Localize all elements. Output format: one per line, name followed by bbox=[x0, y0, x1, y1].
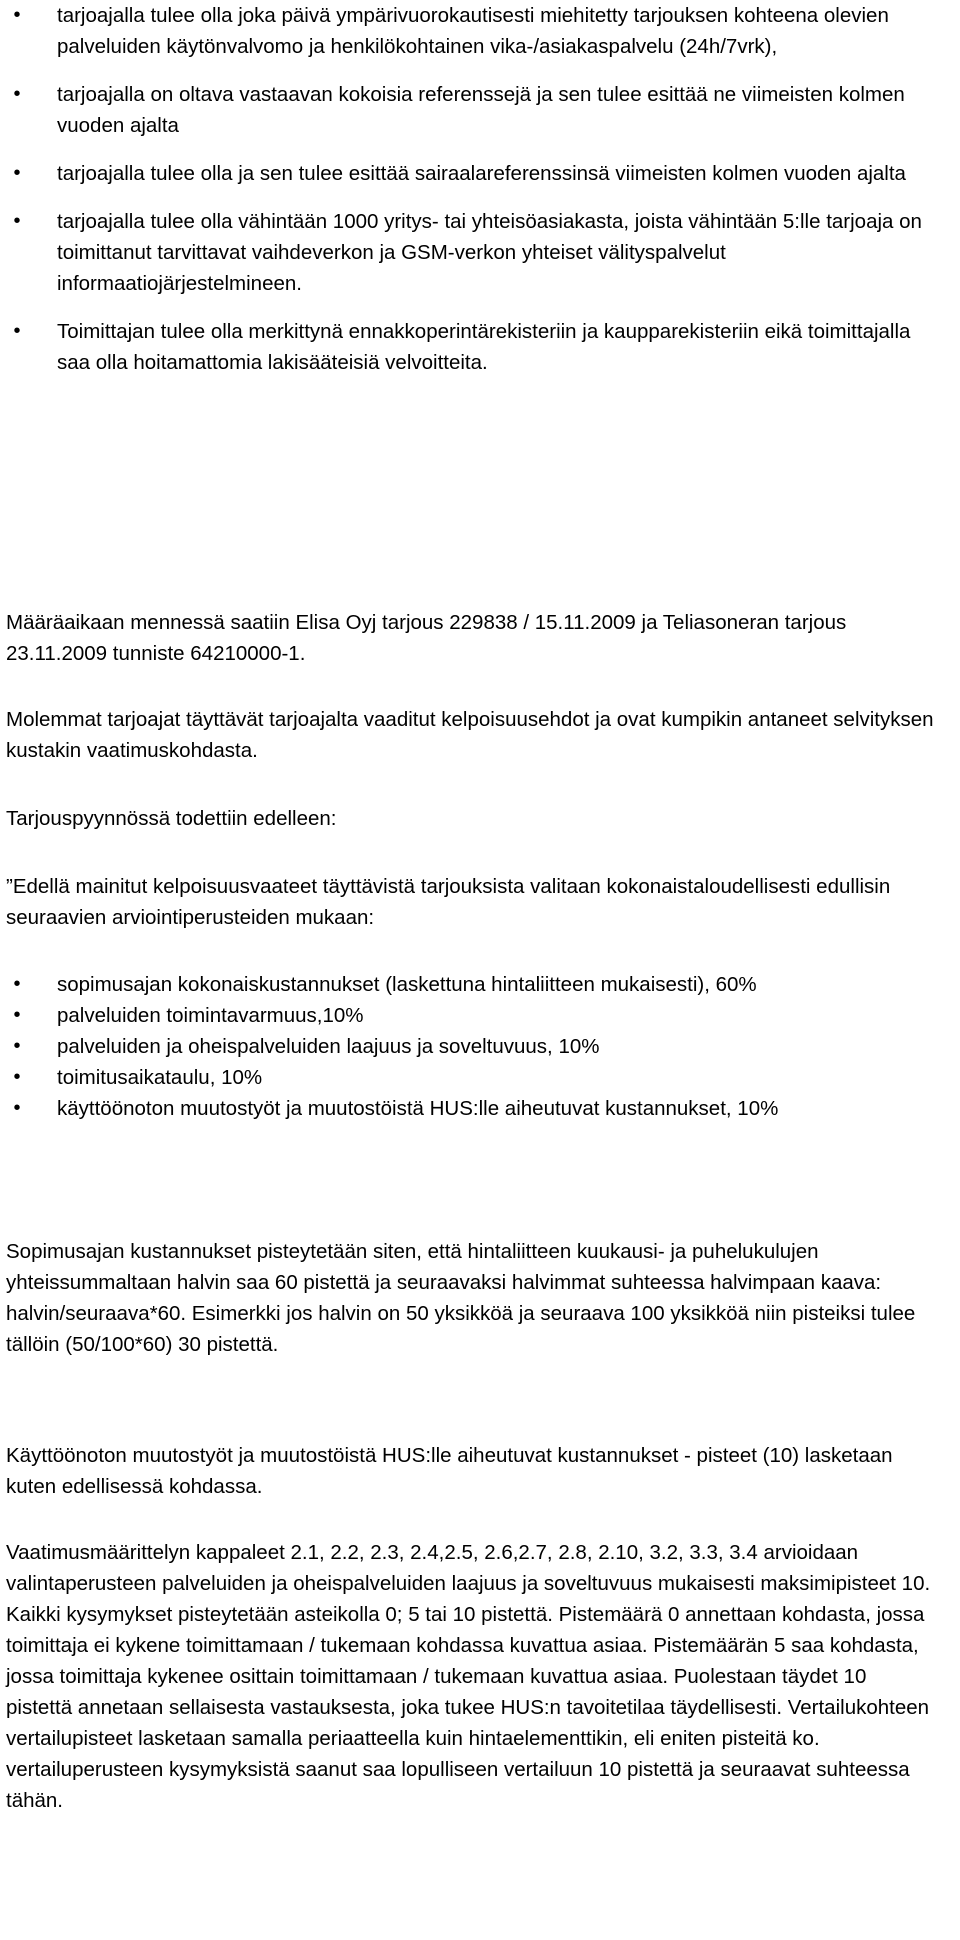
bullet-icon: • bbox=[13, 1004, 21, 1026]
list-item bbox=[6, 158, 936, 189]
list-item bbox=[6, 79, 936, 141]
list-item bbox=[6, 1062, 936, 1093]
list-item bbox=[6, 0, 936, 62]
bullet-icon: • bbox=[13, 973, 21, 995]
bullet-icon: • bbox=[13, 320, 21, 342]
bullet-icon: • bbox=[13, 1066, 21, 1088]
deadline-paragraph: Määräaikaan mennessä saatiin Elisa Oyj tarjous 229838 / 15.11.2009 ja Teliasoneran tarjous 23.11.2009 tunniste 64210000-1. bbox=[6, 611, 847, 665]
costs-paragraph: Sopimusajan kustannukset pisteytetään siten, että hintaliitteen kuukausi- ja puhelukulujen yhteissummaltaan halvin saa 60 pistettä ja seuraavaksi halvimmat suhteessa halvimpaan kaava: halvin/seuraava*60. Esimerkki jos halvin on 50 yksikköä ja seuraava 100 yksikköä niin pisteiksi tulee tällöin (50/100*60) 30 pistettä. bbox=[6, 1240, 916, 1356]
list-item bbox=[6, 1093, 936, 1124]
quote-paragraph: ”Edellä mainitut kelpoisuusvaateet täyttävistä tarjouksista valitaan kokonaistaloudellisesti edullisin seuraavien arviointiperusteiden mukaan: bbox=[6, 875, 891, 929]
qualification-paragraph: Molemmat tarjoajat täyttävät tarjoajalta vaaditut kelpoisuusehdot ja ovat kumpikin antaneet selvityksen kustakin vaatimuskohdasta. bbox=[6, 708, 934, 762]
bullet-icon: • bbox=[13, 1035, 21, 1057]
list-item bbox=[6, 1031, 936, 1062]
criteria-list bbox=[6, 969, 936, 1124]
list-item-text: tarjoajalla on oltava vastaavan kokoisia referenssejä ja sen tulee esittää ne viimeisten kolmen vuoden ajalta bbox=[57, 83, 905, 137]
list-item-text: Toimittajan tulee olla merkittynä ennakkoperintärekisteriin ja kaupparekisteriin eikä toimittajalla saa olla hoitamattomia lakisääteisiä velvoitteita. bbox=[57, 320, 911, 374]
bullet-icon: • bbox=[13, 4, 21, 26]
bullet-icon: • bbox=[13, 162, 21, 184]
list-item-text: palveluiden toimintavarmuus,10% bbox=[57, 1004, 364, 1027]
list-item-text: palveluiden ja oheispalveluiden laajuus ja soveltuvuus, 10% bbox=[57, 1035, 600, 1058]
list-item-text: sopimusajan kokonaiskustannukset (laskettuna hintaliitteen mukaisesti), 60% bbox=[57, 973, 757, 996]
bullet-icon: • bbox=[13, 83, 21, 105]
requirements-list bbox=[6, 0, 936, 395]
further-paragraph: Tarjouspyynnössä todettiin edelleen: bbox=[6, 807, 337, 830]
specification-paragraph: Vaatimusmäärittelyn kappaleet 2.1, 2.2, 2.3, 2.4,2.5, 2.6,2.7, 2.8, 2.10, 3.2, 3.3, 3.4 arvioidaan valintaperusteen palveluiden ja oheispalveluiden laajuus ja soveltuvuus mukaisesti maksimipisteet 10. Kaikki kysymykset pisteytetään asteikolla 0; 5 tai 10 pistettä. Pistemäärä 0 annettaan kohdasta, jossa toimittaja ei kykene toimittamaan / tukemaan kohdassa kuvattua asiaa. Pistemäärän 5 saa kohdasta, jossa toimittaja kykenee osittain toimittamaan / tukemaan kuvattua asiaa. Puolestaan täydet 10 pistettä annetaan sellaisesta vastauksesta, joka tukee HUS:n tavoitetilaa täydellisesti. Vertailukohteen vertailupisteet lasketaan samalla periaatteella kuin hintaelementtikin, eli eniten pisteitä ko. vertailuperusteen kysymyksistä saanut saa lopulliseen vertailuun 10 pistettä ja seuraavat suhteessa tähän. bbox=[6, 1541, 931, 1812]
list-item-text: toimitusaikataulu, 10% bbox=[57, 1066, 263, 1089]
list-item-text: tarjoajalla tulee olla ja sen tulee esittää sairaalareferenssinsä viimeisten kolmen vuoden ajalta bbox=[57, 162, 906, 185]
list-item bbox=[6, 1000, 936, 1031]
bullet-icon: • bbox=[13, 210, 21, 232]
deployment-paragraph: Käyttöönoton muutostyöt ja muutostöistä HUS:lle aiheutuvat kustannukset - pisteet (10) lasketaan kuten edellisessä kohdassa. bbox=[6, 1444, 893, 1498]
list-item-text: tarjoajalla tulee olla vähintään 1000 yritys- tai yhteisöasiakasta, joista vähintään 5:lle tarjoaja on toimittanut tarvittavat vaihdeverkon ja GSM-verkon yhteiset välityspalvelut informaatiojärjestelmineen. bbox=[57, 210, 922, 295]
list-item-text: tarjoajalla tulee olla joka päivä ympärivuorokautisesti miehitetty tarjouksen kohteena olevien palveluiden käytönvalvomo ja henkilökohtainen vika-/asiakaspalvelu (24h/7vrk), bbox=[57, 4, 889, 58]
list-item bbox=[6, 316, 936, 378]
list-item bbox=[6, 969, 936, 1000]
bullet-icon: • bbox=[13, 1097, 21, 1119]
list-item-text: käyttöönoton muutostyöt ja muutostöistä HUS:lle aiheutuvat kustannukset, 10% bbox=[57, 1097, 779, 1120]
list-item bbox=[6, 206, 936, 299]
